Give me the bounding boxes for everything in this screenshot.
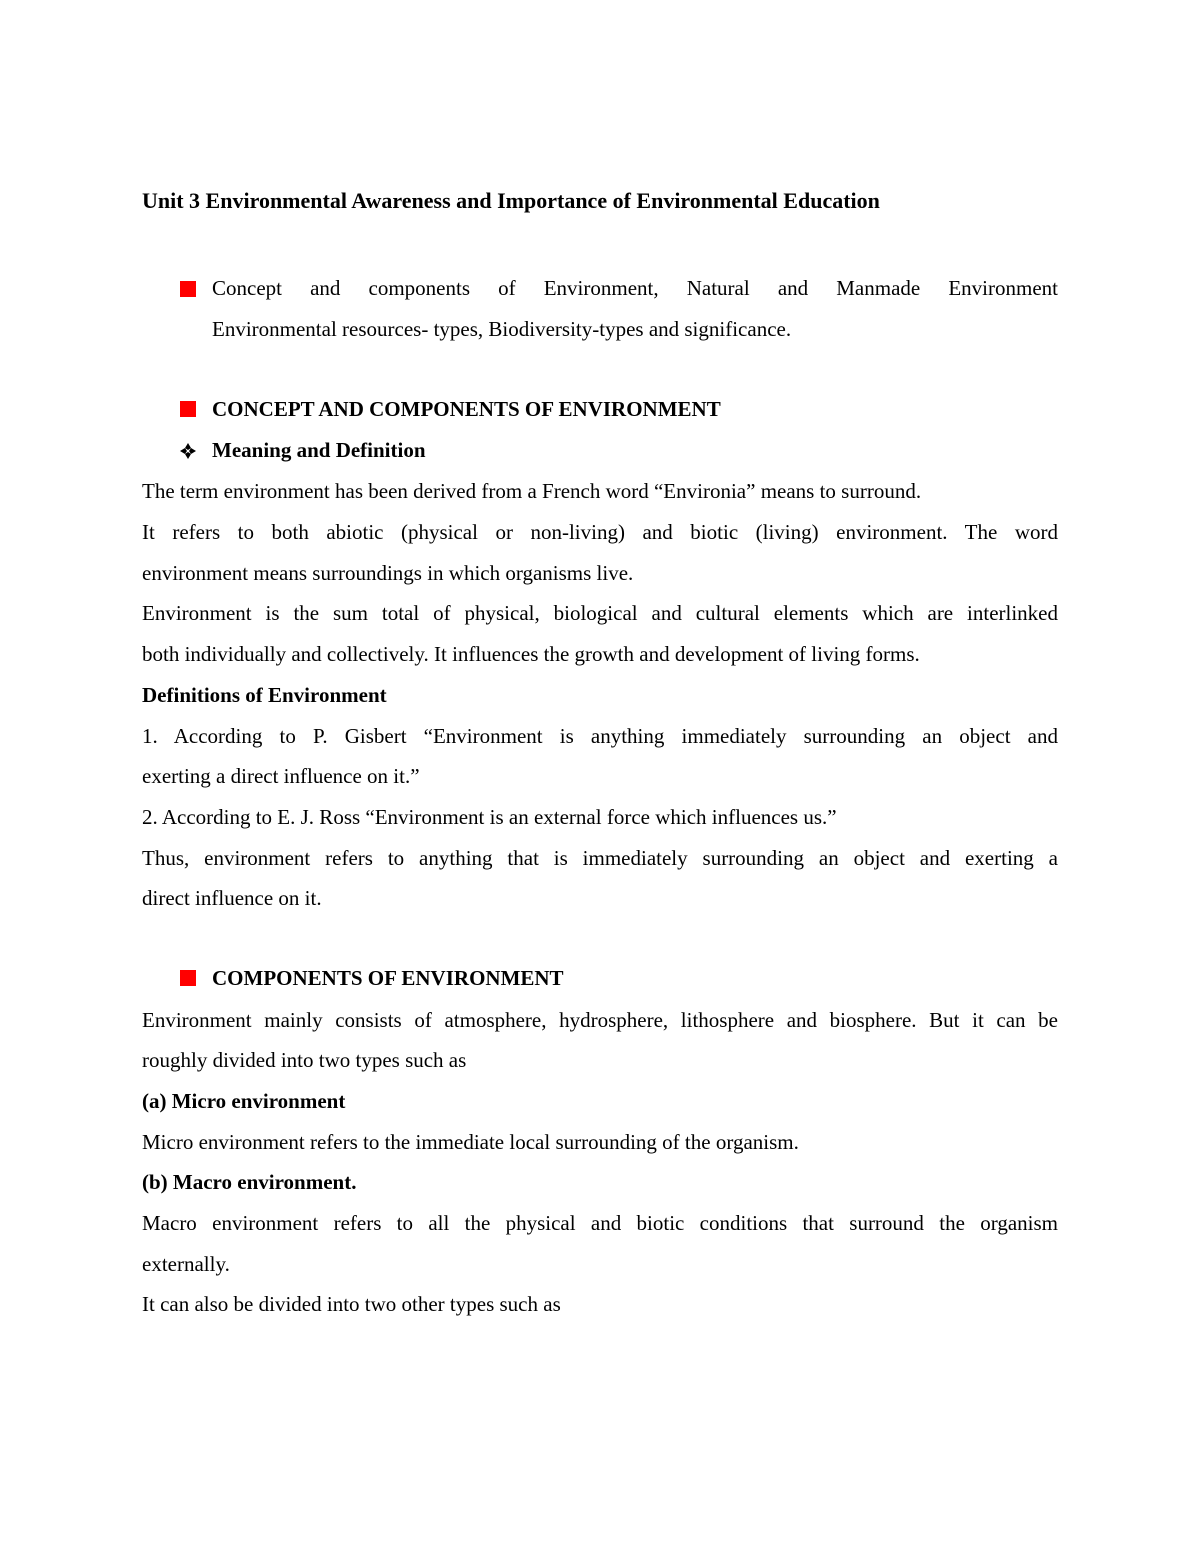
paragraph-term-environment: The term environment has been derived from a French word “Environia” means to surround. [142, 479, 922, 503]
diamond-bullet-icon [177, 440, 199, 462]
red-square-bullet-icon [180, 970, 196, 986]
red-square-bullet-icon [180, 281, 196, 297]
definition-2: 2. According to E. J. Ross “Environment is an external force which influences us.” [142, 805, 837, 829]
document-title: Unit 3 Environmental Awareness and Importance of Environmental Education [142, 188, 880, 213]
macro-environment-text-line-2: externally. [142, 1252, 230, 1276]
paragraph-other-types: It can also be divided into two other types such as [142, 1292, 561, 1316]
paragraph-sum-total-line-1: Environment is the sum total of physical, biological and cultural elements which are interlinked [142, 601, 1058, 625]
intro-bullet-line-2: Environmental resources- types, Biodiversity-types and significance. [212, 317, 792, 341]
paragraph-sum-total-line-2: both individually and collectively. It influences the growth and development of living forms. [142, 642, 920, 666]
red-square-bullet-icon [180, 401, 196, 417]
paragraph-consists-line-1: Environment mainly consists of atmosphere, hydrosphere, lithosphere and biosphere. But it can be [142, 1008, 1058, 1032]
micro-environment-text: Micro environment refers to the immediate local surrounding of the organism. [142, 1130, 799, 1154]
paragraph-consists-line-2: roughly divided into two types such as [142, 1048, 467, 1072]
intro-bullet-line-1: Concept and components of Environment, Natural and Manmade Environment [212, 276, 1058, 300]
macro-environment-heading: (b) Macro environment. [142, 1170, 357, 1194]
micro-environment-heading: (a) Micro environment [142, 1089, 346, 1113]
section-heading-concept: CONCEPT AND COMPONENTS OF ENVIRONMENT [212, 397, 721, 421]
section-heading-components: COMPONENTS OF ENVIRONMENT [212, 966, 564, 990]
subheading-meaning: Meaning and Definition [212, 438, 426, 462]
definition-1-line-2: exerting a direct influence on it.” [142, 764, 420, 788]
paragraph-refers-line-2: environment means surroundings in which organisms live. [142, 561, 634, 585]
macro-environment-text-line-1: Macro environment refers to all the physical and biotic conditions that surround the organism [142, 1211, 1058, 1235]
paragraph-thus-line-1: Thus, environment refers to anything that is immediately surrounding an object and exerting a [142, 846, 1058, 870]
paragraph-refers-line-1: It refers to both abiotic (physical or non-living) and biotic (living) environment. The word [142, 520, 1058, 544]
definitions-heading: Definitions of Environment [142, 683, 387, 707]
definition-1-line-1: 1. According to P. Gisbert “Environment is anything immediately surrounding an object and [142, 724, 1058, 748]
paragraph-thus-line-2: direct influence on it. [142, 886, 322, 910]
